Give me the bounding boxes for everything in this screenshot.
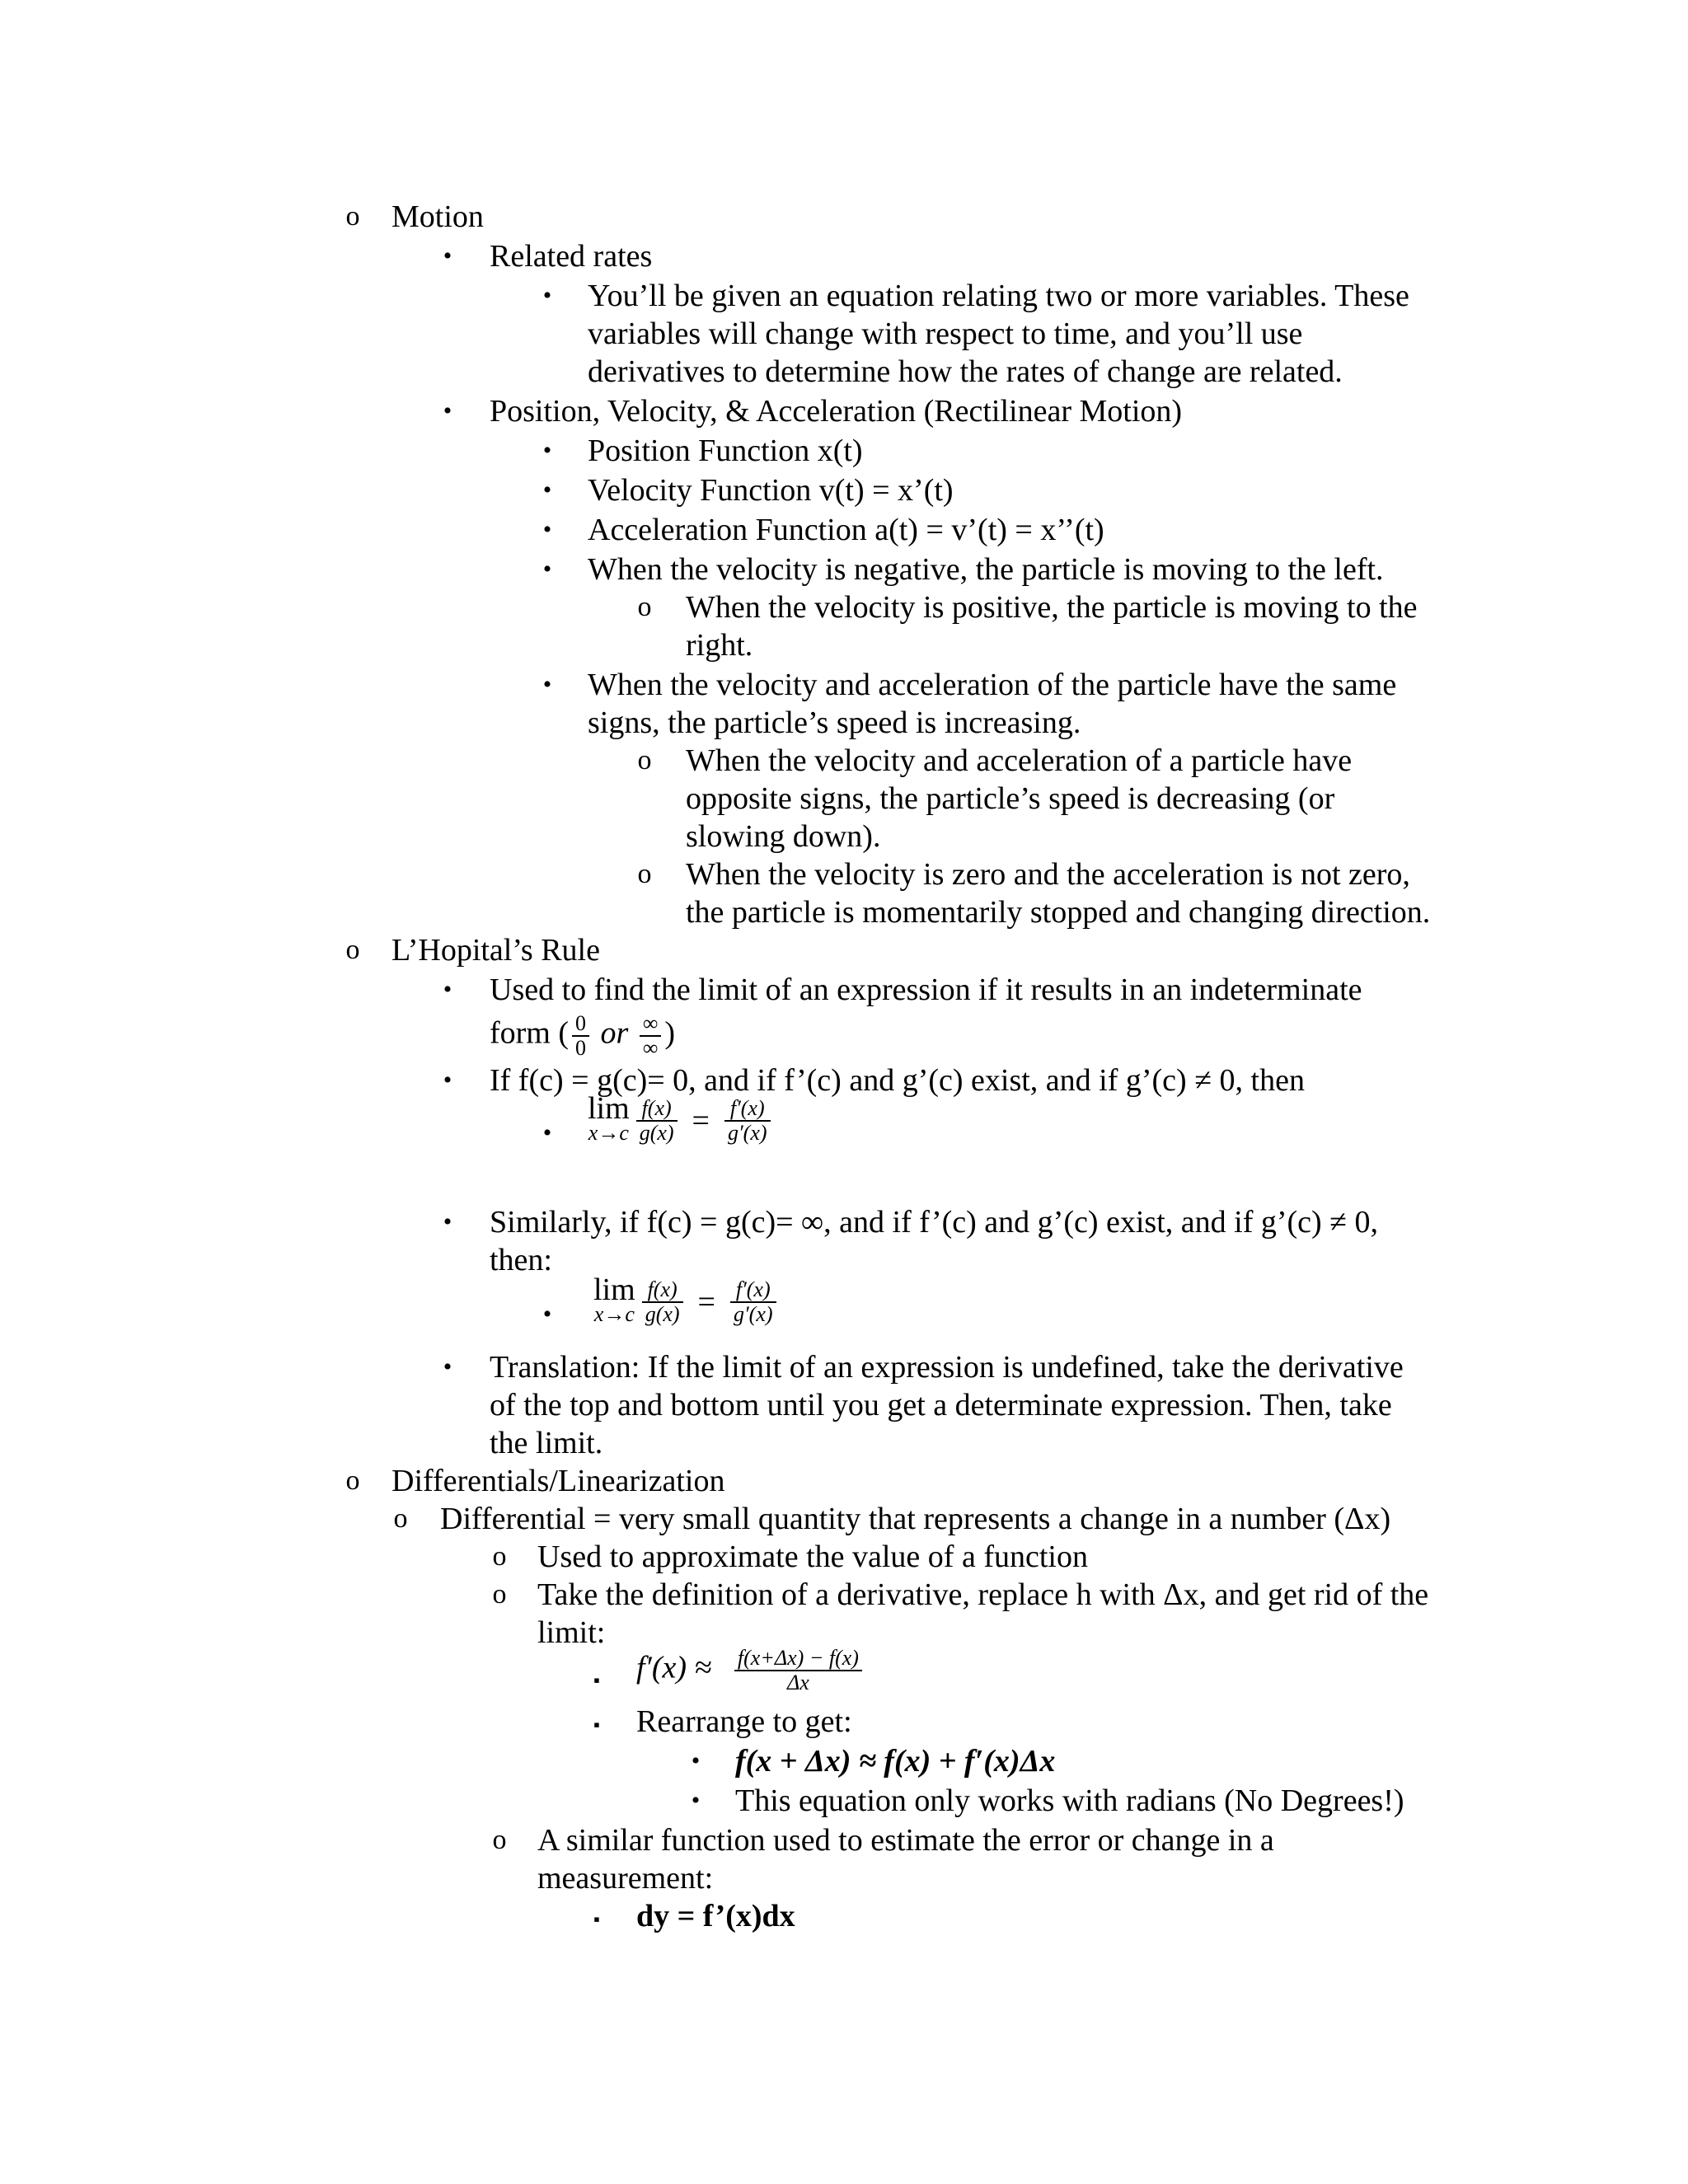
translation-line-1: Translation: If the limit of an expression is undefined, take the derivative: [490, 1350, 1404, 1385]
bullet-dot: •: [443, 1353, 452, 1380]
difference-quotient: [734, 1647, 862, 1694]
bullet-dot: •: [443, 1208, 452, 1235]
lim-word: lim: [588, 1091, 630, 1126]
translation-line-2: of the top and bottom until you get a determinate expression. Then, take: [490, 1388, 1392, 1422]
condition-infinity-line-2: then:: [490, 1243, 552, 1277]
bullet-dot: •: [542, 476, 552, 504]
similar-function-line-2: measurement:: [537, 1861, 714, 1896]
differential-equation: dy = f’(x)dx: [636, 1899, 795, 1933]
lhs-fraction: [636, 1097, 678, 1145]
outline-bullet: o: [393, 1503, 408, 1534]
rhs-fraction: [724, 1097, 771, 1145]
acceleration-function: Acceleration Function a(t) = v’(t) = x’’(t): [588, 513, 1104, 547]
lim-word: lim: [593, 1272, 635, 1307]
bullet-dot: •: [691, 1747, 701, 1774]
approx-lhs: f′(x) ≈: [636, 1650, 712, 1685]
rearrange-label: Rearrange to get:: [636, 1704, 852, 1739]
fraction-denominator: 0: [575, 1036, 587, 1060]
fraction-numerator: f(x): [636, 1097, 678, 1122]
form-label: form (: [490, 1015, 570, 1051]
fraction-numerator: f′(x): [724, 1097, 771, 1122]
indeterminate-form: [490, 1012, 675, 1060]
section-heading-differentials: Differentials/Linearization: [392, 1464, 725, 1498]
opposite-signs-line-2: opposite signs, the particle’s speed is decreasing (or: [686, 781, 1335, 816]
bullet-dot: •: [542, 671, 552, 698]
differential-definition: Differential = very small quantity that represents a change in a number (Δx): [440, 1502, 1391, 1536]
bullet-dot: •: [542, 516, 552, 543]
fraction-numerator: f′(x): [730, 1278, 776, 1303]
section-heading-motion: Motion: [392, 199, 484, 234]
approximate-value: Used to approximate the value of a function: [537, 1540, 1088, 1574]
bullet-dot: •: [443, 976, 452, 1003]
outline-bullet: o: [637, 859, 652, 889]
fraction-denominator: g(x): [639, 1121, 674, 1145]
pva-title: Position, Velocity, & Acceleration (Rectilinear Motion): [490, 394, 1183, 429]
form-close: ): [664, 1015, 676, 1051]
fraction-denominator: g′(x): [733, 1302, 773, 1326]
bullet-dot: •: [542, 282, 552, 309]
lhopital-formula-2: [593, 1272, 780, 1327]
fraction-denominator: Δx: [734, 1670, 862, 1694]
bullet-dot: •: [443, 397, 452, 424]
or-word: or: [600, 1015, 629, 1051]
outline-bullet: o: [492, 1825, 507, 1855]
take-definition-line-2: limit:: [537, 1615, 606, 1650]
outline-bullet: o: [637, 592, 652, 622]
fraction-denominator: g(x): [645, 1302, 680, 1326]
fraction-denominator: ∞: [642, 1036, 659, 1060]
lhopital-formula-1: [588, 1091, 774, 1146]
lhopital-used-for: Used to find the limit of an expression if it results in an indeterminate: [490, 972, 1362, 1007]
same-signs-line-2: signs, the particle’s speed is increasing.: [588, 705, 1081, 740]
velocity-zero-line-2: the particle is momentarily stopped and changing direction.: [686, 895, 1431, 930]
outline-bullet: o: [345, 1465, 360, 1496]
fraction-numerator: ∞: [640, 1012, 662, 1037]
inf-over-inf-fraction: [640, 1012, 662, 1060]
lim-subscript: x→c: [588, 1121, 629, 1145]
square-bullet: ▪: [593, 1909, 600, 1929]
bullet-dot: •: [443, 242, 452, 269]
velocity-function: Velocity Function v(t) = x’(t): [588, 473, 954, 508]
outline-bullet: o: [345, 935, 360, 965]
same-signs-line-1: When the velocity and acceleration of the particle have the same: [588, 668, 1397, 702]
rhs-fraction: [730, 1278, 776, 1326]
fraction-numerator: 0: [572, 1012, 589, 1037]
limit-operator: [593, 1272, 635, 1327]
condition-zero: If f(c) = g(c)= 0, and if f’(c) and g’(c) exist, and if g’(c) ≠ 0, then: [490, 1063, 1305, 1098]
outline-bullet: o: [345, 201, 360, 232]
zero-over-zero-fraction: [572, 1012, 589, 1060]
related-rates-line-3: derivatives to determine how the rates of change are related.: [588, 354, 1343, 389]
bullet-dot: •: [542, 555, 552, 583]
equals-sign: =: [697, 1285, 715, 1319]
fraction-denominator: g′(x): [727, 1121, 767, 1145]
bullet-dot: •: [542, 437, 552, 464]
bullet-dot: •: [443, 1066, 452, 1094]
similar-function-line-1: A similar function used to estimate the error or change in a: [537, 1823, 1274, 1858]
bullet-dot: •: [542, 1119, 552, 1146]
velocity-positive-line-2: right.: [686, 628, 753, 663]
take-definition-line-1: Take the definition of a derivative, replace h with Δx, and get rid of the: [537, 1577, 1429, 1612]
opposite-signs-line-3: slowing down).: [686, 819, 881, 854]
limit-operator: [588, 1091, 630, 1146]
related-rates-title: Related rates: [490, 239, 653, 274]
square-bullet: ▪: [593, 1714, 600, 1735]
translation-line-3: the limit.: [490, 1426, 603, 1460]
square-bullet: ▪: [593, 1670, 600, 1690]
velocity-negative: When the velocity is negative, the particle is moving to the left.: [588, 552, 1384, 587]
radians-note: This equation only works with radians (No Degrees!): [735, 1783, 1404, 1818]
velocity-positive-line-1: When the velocity is positive, the particle is moving to the: [686, 590, 1418, 625]
linearization-equation: f(x + Δx) ≈ f(x) + f′(x)Δx: [735, 1744, 1056, 1779]
fraction-numerator: f(x+Δx) − f(x): [737, 1646, 859, 1670]
lim-subscript: x→c: [593, 1302, 635, 1326]
opposite-signs-line-1: When the velocity and acceleration of a particle have: [686, 743, 1353, 778]
fraction-numerator: f(x): [642, 1278, 683, 1303]
derivative-approximation: [636, 1647, 865, 1694]
position-function: Position Function x(t): [588, 434, 863, 468]
outline-bullet: o: [492, 1541, 507, 1572]
related-rates-line-2: variables will change with respect to time, and you’ll use: [588, 316, 1303, 351]
lhs-fraction: [642, 1278, 683, 1326]
related-rates-line-1: You’ll be given an equation relating two or more variables. These: [588, 279, 1409, 313]
outline-bullet: o: [637, 745, 652, 776]
equals-sign: =: [692, 1104, 710, 1138]
bullet-dot: •: [691, 1787, 701, 1814]
velocity-zero-line-1: When the velocity is zero and the acceleration is not zero,: [686, 857, 1410, 892]
condition-infinity-line-1: Similarly, if f(c) = g(c)= ∞, and if f’(c) and g’(c) exist, and if g’(c) ≠ 0,: [490, 1205, 1379, 1240]
bullet-dot: •: [542, 1301, 552, 1328]
section-heading-lhopital: L’Hopital’s Rule: [392, 933, 600, 968]
outline-bullet: o: [492, 1579, 507, 1610]
